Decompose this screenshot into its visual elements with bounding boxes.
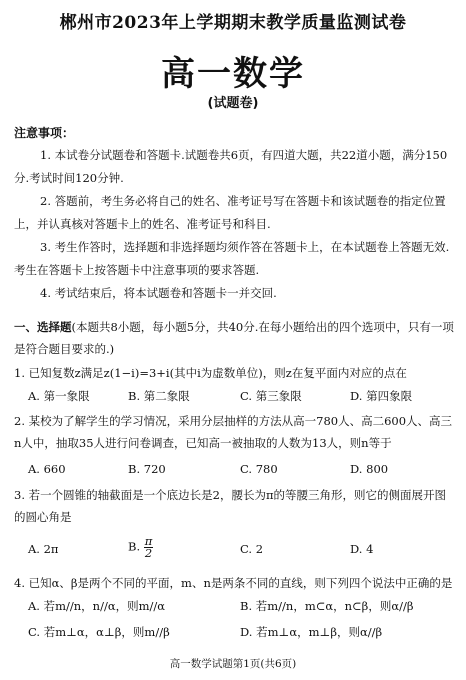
question-2-stem: 2. 某校为了解学生的学习情况，采用分层抽样的方法从高一780人、高二600人、高三n人中，抽取35人进行问卷调查，已知高一被抽取的人数为13人，则n等于 [14,414,453,450]
notes-heading: 注意事项： [14,126,75,140]
question-1-stem: 1. 已知复数z满足z(1−i)=3+i(其中i为虚数单位)，则z在复平面内对应的点在 [14,366,407,380]
question-4-option-c: C. 若m⊥α，α⊥β，则m//β [28,625,170,639]
page-footer: 高一数学试题第1页(共6页) [169,658,297,670]
question-4-option-d: D. 若m⊥α，m⊥β，则α//β [240,625,383,639]
question-2-option-d: D. 800 [350,462,389,476]
question-2-option-a: A. 660 [28,462,66,476]
question-3-option-a: A. 2π [28,542,59,556]
section-title: 一、选择题 [14,320,72,334]
note-item-1: 1. 本试卷分试题卷和答题卡.试题卷共6页，有四道大题，共22道小题，满分150分.考试时间120分钟. [14,148,448,185]
question-4-stem: 4. 已知α、β是两个不同的平面，m、n是两条不同的直线，则下列四个说法中正确的是 [14,576,453,590]
section-description: (本题共8小题，每小题5分，共40分.在每小题给出的四个选项中，只有一项是符合题目要求的.) [14,320,454,356]
question-3-option-b-label: B. [128,539,141,554]
question-2-option-c: C. 780 [240,462,278,476]
subject-title: 高一数学 [161,54,305,94]
section-heading [14,316,454,360]
question-1-option-b: B. 第二象限 [128,389,190,403]
question-3-option-b-fraction [144,536,154,559]
question-2-option-b: B. 720 [128,462,166,476]
note-item-4: 4. 考试结束后，将本试题卷和答题卡一并交回. [40,286,277,300]
note-item-2: 2. 答题前，考生务必将自己的姓名、准考证号写在答题卡和该试题卷的指定位置上，并认真核对答题卡上的姓名、准考证号和科目. [14,194,446,231]
question-4-option-a: A. 若m//n，n//α，则m//α [28,599,166,613]
note-item-3: 3. 考生作答时，选择题和非选择题均须作答在答题卡上，在本试题卷上答题无效.考生在答题卡上按答题卡中注意事项的要求答题. [14,240,450,277]
question-3-option-c: C. 2 [240,542,264,556]
question-1-option-c: C. 第三象限 [240,389,302,403]
question-3-option-b [128,536,153,559]
fraction-denominator: 2 [144,546,153,560]
exam-title: 郴州市2023年上学期期末教学质量监测试卷 [59,13,407,33]
question-3-stem: 3. 若一个圆锥的轴截面是一个底边长是2，腰长为π的等腰三角形，则它的侧面展开图的圆心角是 [14,488,446,524]
fraction-numerator: π [144,534,153,548]
question-1-option-a: A. 第一象限 [28,389,90,403]
subtitle: (试题卷) [207,96,259,111]
question-3-option-d: D. 4 [350,542,374,556]
question-1-option-d: D. 第四象限 [350,389,413,403]
question-4-option-b: B. 若m//n，m⊂α，n⊂β，则α//β [240,599,414,613]
